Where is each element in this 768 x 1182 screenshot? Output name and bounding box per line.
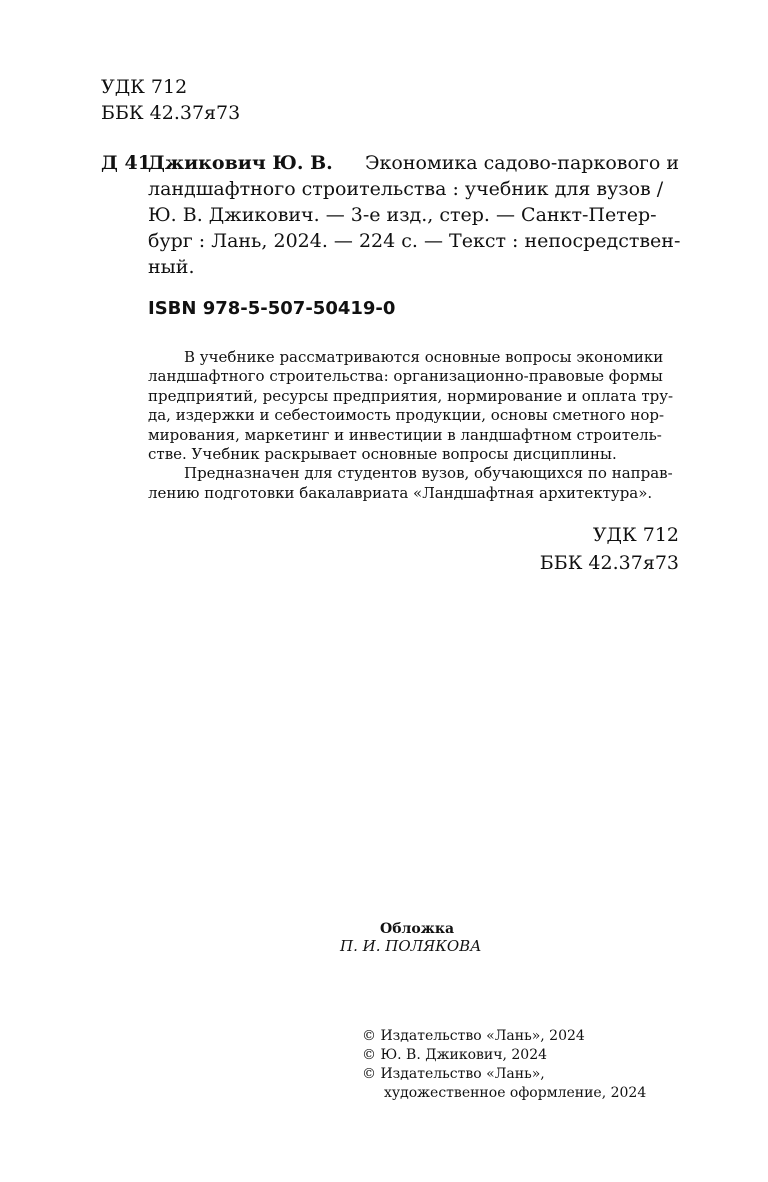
entry-line-1 xyxy=(148,150,679,176)
abstract-line xyxy=(148,445,679,464)
copyright-block xyxy=(362,1027,646,1103)
cover-credit-label: Обложка xyxy=(380,921,455,937)
entry-line-5 xyxy=(148,254,679,280)
copyright-line: © Ю. В. Джикович, 2024 xyxy=(362,1047,548,1063)
bbk-code-bottom: ББК 42.37я73 xyxy=(539,552,679,574)
abstract-text: мирования, маркетинг и инвестиции в ландшафтном строитель- xyxy=(148,425,662,444)
cover-artist-name: П. И. ПОЛЯКОВА xyxy=(340,937,482,955)
abstract-line xyxy=(148,348,679,367)
udk-code-bottom: УДК 712 xyxy=(592,524,679,546)
abstract-text: Предназначен для студентов вузов, обучающихся по направ- xyxy=(184,464,673,483)
bibliographic-entry xyxy=(148,150,679,280)
entry-title-start: Экономика садово-паркового и xyxy=(364,152,679,174)
entry-text: ный. xyxy=(148,256,195,278)
abstract-line xyxy=(148,406,679,425)
abstract-line xyxy=(148,387,679,406)
abstract-block xyxy=(148,348,679,503)
entry-author: Джикович Ю. В. xyxy=(148,152,333,174)
entry-text: бург : Лань, 2024. — 224 с. — Текст : непосредствен- xyxy=(148,230,681,252)
bbk-code-top: ББК 42.37я73 xyxy=(101,102,241,124)
abstract-line xyxy=(148,367,679,386)
udk-code-top: УДК 712 xyxy=(101,76,188,98)
entry-line-3 xyxy=(148,202,679,228)
author-index: Д 41 xyxy=(101,152,151,174)
abstract-text: ландшафтного строительства: организационно-правовые формы xyxy=(148,367,663,386)
abstract-text: предприятий, ресурсы предприятия, нормирование и оплата тру- xyxy=(148,386,674,405)
entry-line-2 xyxy=(148,176,679,202)
abstract-text: стве. Учебник раскрывает основные вопросы дисциплины. xyxy=(148,445,617,464)
abstract-text: лению подготовки бакалавриата «Ландшафтная архитектура». xyxy=(148,483,653,502)
abstract-line xyxy=(148,426,679,445)
abstract-text: да, издержки и себестоимость продукции, основы сметного нор- xyxy=(148,406,665,425)
isbn-number: ISBN 978-5-507-50419-0 xyxy=(148,298,396,319)
copyright-line: художественное оформление, 2024 xyxy=(384,1085,647,1101)
copyright-line: © Издательство «Лань», xyxy=(362,1066,545,1082)
copyright-line: © Издательство «Лань», 2024 xyxy=(362,1028,585,1044)
abstract-text: В учебнике рассматриваются основные вопросы экономики xyxy=(184,348,664,366)
abstract-line xyxy=(148,484,679,503)
entry-line-4 xyxy=(148,228,679,254)
entry-text: Ю. В. Джикович. — 3-е изд., стер. — Санкт-Петер- xyxy=(148,204,657,226)
entry-text: ландшафтного строительства : учебник для вузов / xyxy=(148,178,664,200)
abstract-line xyxy=(148,464,679,483)
